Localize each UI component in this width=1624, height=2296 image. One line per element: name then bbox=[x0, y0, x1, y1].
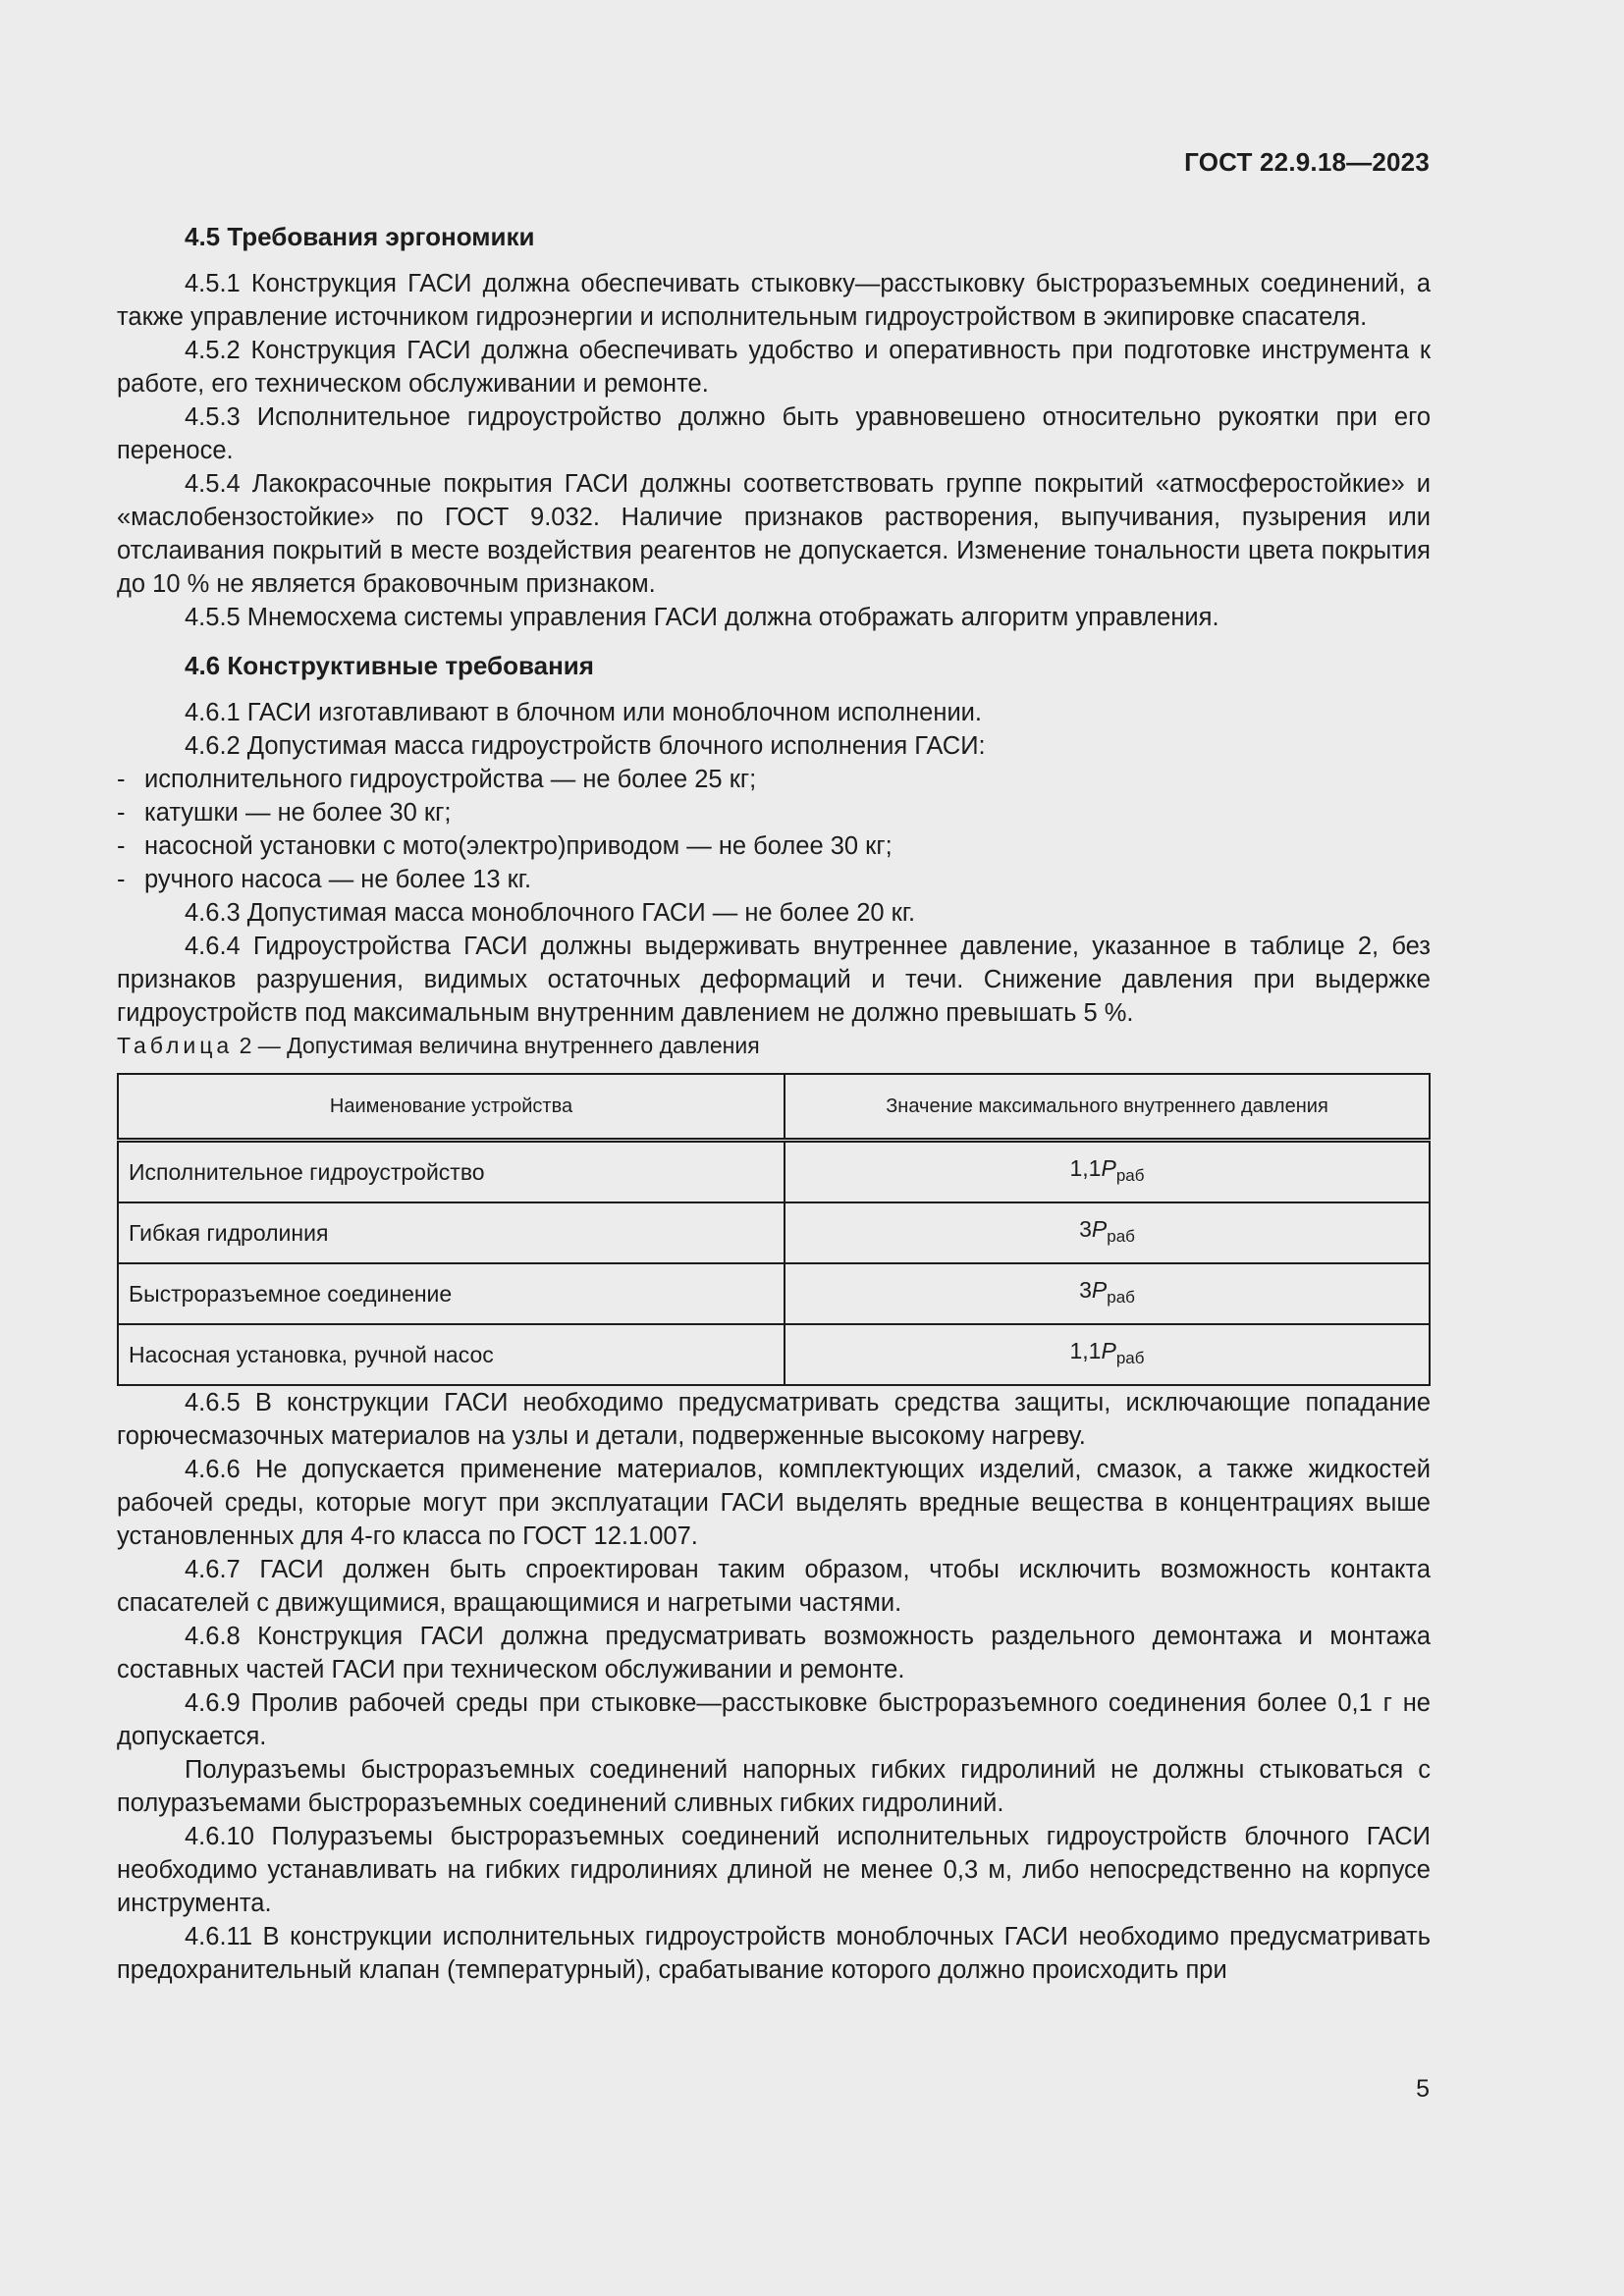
pressure-value-cell bbox=[785, 1202, 1430, 1263]
paragraph-4-6-3: 4.6.3 Допустимая масса моноблочного ГАСИ — не более 20 кг. bbox=[185, 899, 916, 927]
paragraph-4-6-9: 4.6.9 Пролив рабочей среды при стыковке—расстыковке быстроразъемного соединения более 0,1 г не допускается. bbox=[117, 1689, 1431, 1750]
table-header-row bbox=[118, 1074, 1430, 1141]
paragraph-4-6-4: 4.6.4 Гидроустройства ГАСИ должны выдерживать внутреннее давление, указанное в таблице 2, без признаков разрушения, видимых остаточных деформаций и течи. Снижение давления при выдержке гидроустройств под максимальным внутренним давлением не должно превышать 5 %. bbox=[117, 933, 1431, 1027]
paragraph-4-5-1: 4.5.1 Конструкция ГАСИ должна обеспечивать стыковку—расстыковку быстроразъемных соединений, а также управление источником гидроэнергии и исполнительным гидроустройством в экипировке спасателя. bbox=[117, 270, 1431, 331]
list-item-text: насосной установки с мото(электро)приводом — не более 30 кг; bbox=[144, 832, 893, 860]
paragraph-4-6-1: 4.6.1 ГАСИ изготавливают в блочном или моноблочном исполнении. bbox=[185, 699, 983, 726]
column-header-pressure: Значение максимального внутреннего давления bbox=[785, 1074, 1430, 1141]
column-header-device: Наименование устройства bbox=[118, 1074, 785, 1141]
paragraph-4-5-4: 4.5.4 Лакокрасочные покрытия ГАСИ должны соответствовать группе покрытий «атмосферостойкие» и «маслобензостойкие» по ГОСТ 9.032. Наличие признаков растворения, выпучивания, пузырения или отслаивания покрытий в месте воздействия реагентов не допускается. Изменение тональности цвета покрытия до 10 % не является браковочным признаком. bbox=[117, 470, 1431, 598]
pressure-table bbox=[117, 1073, 1431, 1386]
list-dash: - bbox=[117, 832, 126, 860]
list-dash: - bbox=[117, 866, 126, 893]
list-item-text: исполнительного гидроустройства — не более 25 кг; bbox=[144, 766, 757, 793]
device-name-cell: Исполнительное гидроустройство bbox=[118, 1141, 785, 1203]
paragraph-4-6-9-continued: Полуразъемы быстроразъемных соединений напорных гибких гидролиний не должны стыковаться с полуразъемами быстроразъемных соединений сливных гибких гидролиний. bbox=[117, 1756, 1431, 1817]
pressure-subscript: раб bbox=[1115, 1349, 1145, 1367]
pressure-symbol: P bbox=[1091, 1277, 1108, 1303]
paragraph-4-6-2: 4.6.2 Допустимая масса гидроустройств блочного исполнения ГАСИ: bbox=[185, 732, 986, 760]
device-name-cell: Быстроразъемное соединение bbox=[118, 1263, 785, 1324]
pressure-subscript: раб bbox=[1107, 1288, 1135, 1307]
pressure-value-cell bbox=[785, 1324, 1430, 1385]
paragraph-4-6-10: 4.6.10 Полуразъемы быстроразъемных соединений исполнительных гидроустройств блочного ГАСИ необходимо устанавливать на гибких гидролиниях длиной не менее 0,3 м, либо непосредственно на корпусе инструмента. bbox=[117, 1823, 1431, 1917]
list-item bbox=[117, 829, 1431, 863]
page-number: 5 bbox=[1416, 2075, 1430, 2103]
table-row bbox=[118, 1141, 1430, 1203]
pressure-symbol: P bbox=[1101, 1338, 1116, 1363]
list-item bbox=[117, 796, 1431, 829]
device-name-cell: Гибкая гидролиния bbox=[118, 1202, 785, 1263]
list-item bbox=[117, 763, 1431, 796]
table-row bbox=[118, 1324, 1430, 1385]
paragraph-4-5-3: 4.5.3 Исполнительное гидроустройство должно быть уравновешено относительно рукоятки при его переносе. bbox=[117, 403, 1431, 464]
paragraph-4-5-2: 4.5.2 Конструкция ГАСИ должна обеспечивать удобство и оперативность при подготовке инструмента к работе, его техническом обслуживании и ремонте. bbox=[117, 337, 1431, 398]
table-caption-text: 2 — Допустимая величина внутреннего давления bbox=[233, 1033, 760, 1058]
section-heading-4-6: 4.6 Конструктивные требования bbox=[185, 651, 594, 680]
list-item-text: катушки — не более 30 кг; bbox=[144, 799, 452, 827]
list-dash: - bbox=[117, 766, 126, 793]
table-row bbox=[118, 1263, 1430, 1324]
pressure-coefficient: 3 bbox=[1079, 1216, 1092, 1242]
paragraph-4-6-7: 4.6.7 ГАСИ должен быть спроектирован таким образом, чтобы исключить возможность контакта спасателей с движущимися, вращающимися и нагретыми частями. bbox=[117, 1556, 1431, 1617]
paragraph-4-5-5: 4.5.5 Мнемосхема системы управления ГАСИ должна отображать алгоритм управления. bbox=[185, 604, 1219, 631]
paragraph-4-6-11: 4.6.11 В конструкции исполнительных гидроустройств моноблочных ГАСИ необходимо предусматривать предохранительный клапан (температурный), срабатывание которого должно происходить при bbox=[117, 1923, 1431, 1984]
pressure-coefficient: 1,1 bbox=[1069, 1338, 1102, 1363]
table-caption-prefix: Таблица bbox=[117, 1033, 234, 1058]
pressure-symbol: P bbox=[1101, 1155, 1116, 1181]
paragraph-4-6-8: 4.6.8 Конструкция ГАСИ должна предусматривать возможность раздельного демонтажа и монтажа составных частей ГАСИ при техническом обслуживании и ремонте. bbox=[117, 1623, 1431, 1683]
pressure-subscript: раб bbox=[1115, 1166, 1145, 1185]
paragraph-4-6-5: 4.6.5 В конструкции ГАСИ необходимо предусматривать средства защиты, исключающие попадание горючесмазочных материалов на узлы и детали, подверженные высокому нагреву. bbox=[117, 1389, 1431, 1450]
document-code: ГОСТ 22.9.18—2023 bbox=[1184, 147, 1430, 177]
table-row bbox=[118, 1202, 1430, 1263]
document-body bbox=[117, 220, 1431, 1987]
paragraph-4-6-6: 4.6.6 Не допускается применение материалов, комплектующих изделий, смазок, а также жидкостей рабочей среды, которые могут при эксплуатации ГАСИ выделять вредные вещества в концентрациях выше установленных для 4-го класса по ГОСТ 12.1.007. bbox=[117, 1456, 1431, 1550]
pressure-subscript: раб bbox=[1107, 1227, 1135, 1246]
pressure-value-cell bbox=[785, 1141, 1430, 1203]
pressure-value-cell bbox=[785, 1263, 1430, 1324]
section-heading-4-5: 4.5 Требования эргономики bbox=[185, 222, 535, 251]
pressure-symbol: P bbox=[1091, 1216, 1108, 1242]
pressure-coefficient: 3 bbox=[1079, 1277, 1092, 1303]
list-item bbox=[117, 863, 1431, 896]
table-caption bbox=[117, 1030, 1431, 1061]
pressure-coefficient: 1,1 bbox=[1069, 1155, 1102, 1181]
list-item-text: ручного насоса — не более 13 кг. bbox=[144, 866, 532, 893]
list-dash: - bbox=[117, 799, 126, 827]
device-name-cell: Насосная установка, ручной насос bbox=[118, 1324, 785, 1385]
